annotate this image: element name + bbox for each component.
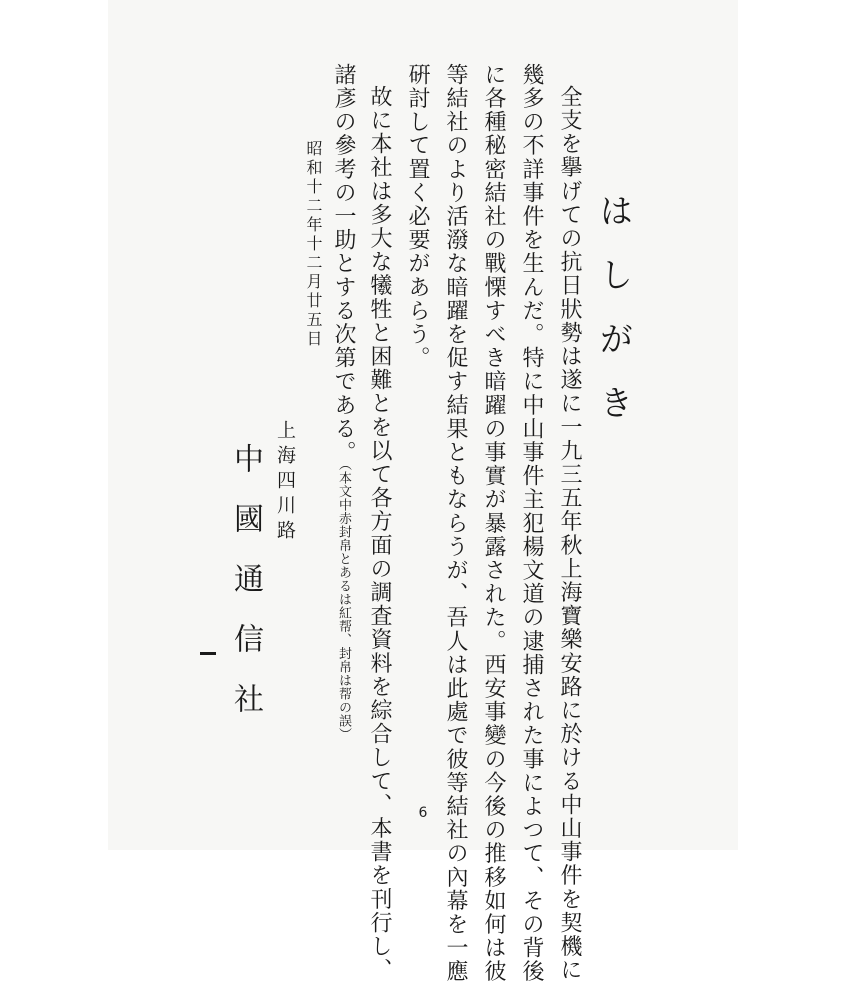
body-column-2: 幾多の不詳事件を生んだ。特に中山事件主犯楊文道の逮捕された事によつて、その背後: [519, 63, 544, 983]
page-number: 6: [418, 805, 428, 821]
page-title: はしがき: [593, 193, 633, 449]
body-column-3: に各種秘密結社の戰慄すべき暗躍の事實が暴露された。西安事變の今後の推移如何は彼: [481, 63, 506, 983]
date-line: 昭和十二年十二月廿五日: [304, 140, 323, 349]
body-column-5: 硏討して置く必要があらう。: [405, 63, 430, 370]
page-mark: [200, 652, 216, 655]
publisher-address: 上海四川路: [274, 420, 296, 545]
publisher-name: 中國通信社: [228, 443, 263, 743]
body-column-1: 全支を擧げての抗日狀勢は遂に一九三五年秋上海寶樂安路に於ける中山事件を契機に: [557, 85, 582, 982]
body-column-6: 故に本社は多大な犧牲と困難とを以て各方面の調査資料を綜合して、本書を刊行し、: [367, 85, 392, 982]
body-column-7-wrapper: [332, 63, 354, 741]
body-column-4: 等結社のより活潑な暗躍を促す結果ともならうが、吾人は此處で彼等結社の內幕を一應: [443, 63, 468, 983]
document-page: [108, 0, 738, 983]
errata-note: （本文中赤封帛とあるは紅帮、封帛は帮の誤）: [336, 464, 351, 742]
body-column-7: 諸彥の參考の一助とする次第である。: [331, 63, 356, 465]
